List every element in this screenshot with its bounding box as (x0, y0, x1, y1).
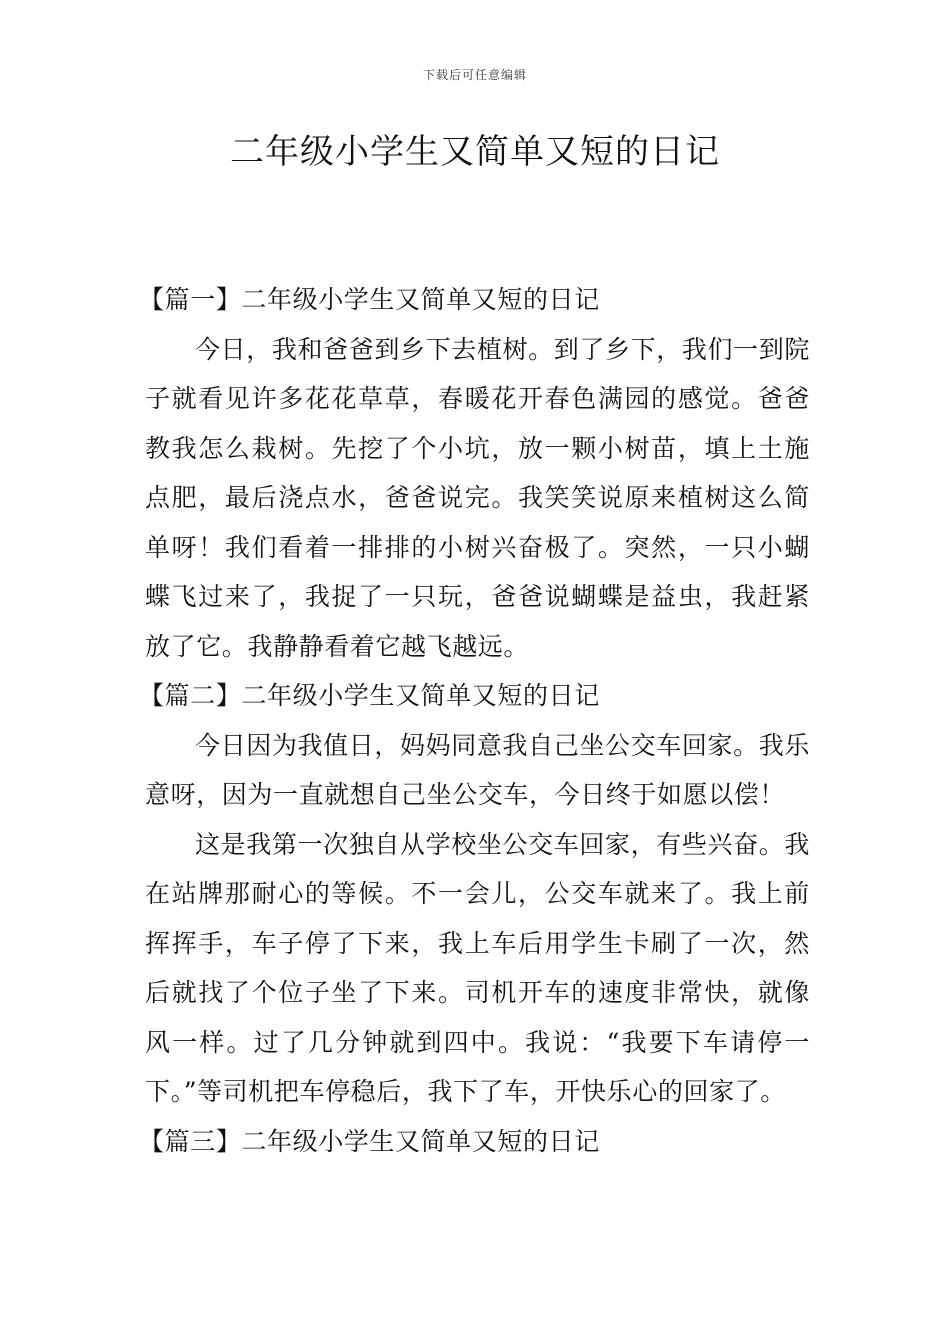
document-body (139, 275, 810, 1166)
section-heading-1: 【篇一】二年级小学生又简单又短的日记 (139, 285, 600, 314)
section-2-paragraph-1: 今日因为我值日，妈妈同意我自己坐公交车回家。我乐意呀，因为一直就想自己坐公交车，今日终于如愿以偿！ (145, 730, 810, 809)
document-title: 二年级小学生又简单又短的日记 (230, 132, 720, 172)
header-note: 下载后可任意编辑 (422, 68, 527, 82)
section-heading-3: 【篇三】二年级小学生又简单又短的日记 (139, 1126, 600, 1156)
section-1-paragraph-1: 今日，我和爸爸到乡下去植树。到了乡下，我们一到院子就看见许多花花草草，春暖花开春色满园的感觉。爸爸教我怎么栽树。先挖了个小坑，放一颗小树苗，填上土施点肥，最后浇点水，爸爸说完。我笑笑说原来植树这么简单呀！我们看着一排排的小树兴奋极了。突然，一只小蝴蝶飞过来了，我捉了一只玩，爸爸说蝴蝶是益虫，我赶紧放了它。我静静看着它越飞越远。 (145, 334, 810, 661)
section-heading-2: 【篇二】二年级小学生又简单又短的日记 (139, 681, 600, 710)
section-2-paragraph-2: 这是我第一次独自从学校坐公交车回家，有些兴奋。我在站牌那耐心的等候。不一会儿，公交车就来了。我上前挥挥手，车子停了下来，我上车后用学生卡刷了一次，然后就找了个位子坐了下来。司机开车的速度非常快，就像风一样。过了几分钟就到四中。我说：“我要下车请停一下。”等司机把车停稳后，我下了车，开快乐心的回家了。 (145, 829, 810, 1106)
